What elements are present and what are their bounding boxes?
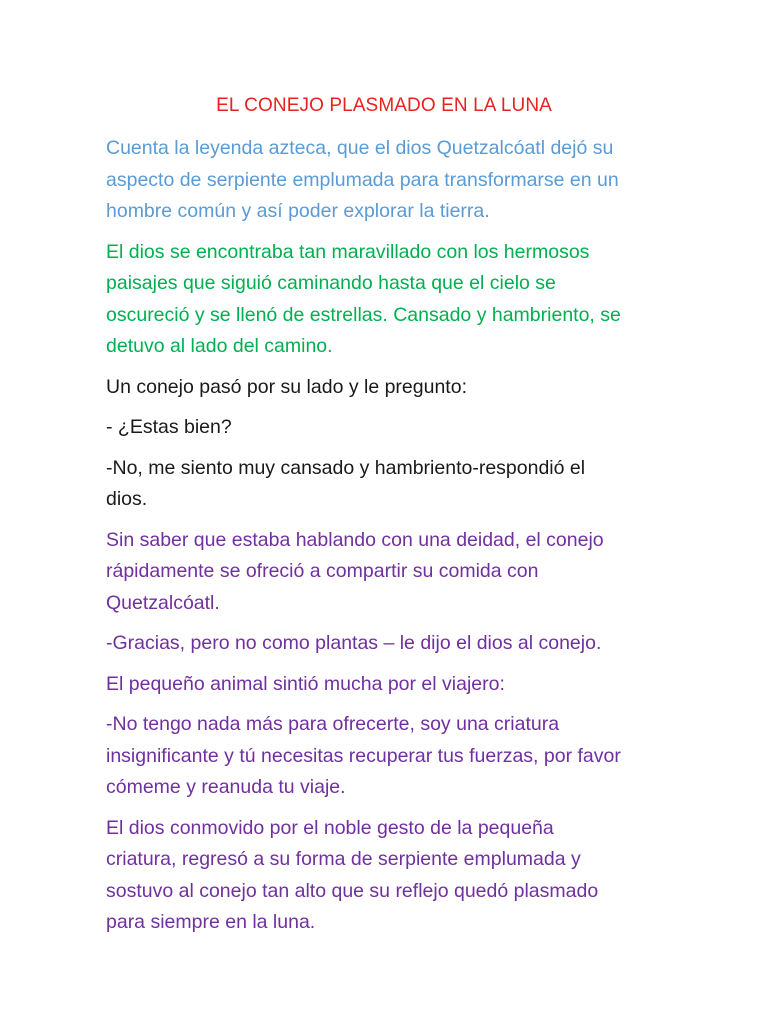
paragraph-line: insignificante y tú necesitas recuperar tus fuerzas, por favor — [106, 744, 621, 767]
paragraph-line: El pequeño animal sintió mucha por el viajero: — [106, 672, 505, 695]
document-body — [106, 133, 666, 948]
paragraph-line: detuvo al lado del camino. — [106, 335, 333, 357]
story-paragraph — [106, 525, 666, 620]
paragraph-line: El dios se encontraba tan maravillado con los hermosos — [106, 240, 590, 263]
paragraph-line: -No tengo nada más para ofrecerte, soy una criatura — [106, 713, 560, 735]
paragraph-line: Quetzalcóatl. — [106, 591, 220, 614]
paragraph-line: Sin saber que estaba hablando con una deidad, el conejo — [106, 528, 604, 551]
paragraph-line: aspecto de serpiente emplumada para transformarse en un — [106, 168, 619, 191]
story-paragraph — [106, 372, 666, 404]
story-paragraph — [106, 453, 666, 516]
paragraph-line: -Gracias, pero no como plantas – le dijo el dios al conejo. — [106, 632, 602, 654]
story-paragraph — [106, 669, 666, 701]
story-paragraph — [106, 237, 666, 363]
story-paragraph — [106, 412, 666, 444]
paragraph-line: oscureció y se llenó de estrellas. Cansado y hambriento, se — [106, 303, 621, 326]
paragraph-line: Un conejo pasó por su lado y le pregunto: — [106, 375, 467, 398]
paragraph-line: dios. — [106, 488, 148, 510]
story-paragraph — [106, 133, 666, 228]
story-paragraph — [106, 709, 666, 804]
document-title: EL CONEJO PLASMADO EN LA LUNA — [216, 95, 552, 116]
paragraph-line: - ¿Estas bien? — [106, 416, 232, 438]
paragraph-line: criatura, regresó a su forma de serpiente emplumada y — [106, 848, 581, 870]
paragraph-line: rápidamente se ofreció a compartir su comida con — [106, 560, 539, 582]
paragraph-line: sostuvo al conejo tan alto que su reflejo quedó plasmado — [106, 879, 599, 902]
paragraph-line: hombre común y así poder explorar la tierra. — [106, 200, 490, 222]
paragraph-line: El dios conmovido por el noble gesto de la pequeña — [106, 816, 554, 839]
paragraph-line: cómeme y reanuda tu viaje. — [106, 776, 346, 798]
story-paragraph — [106, 628, 666, 660]
story-paragraph — [106, 813, 666, 939]
paragraph-line: Cuenta la leyenda azteca, que el dios Quetzalcóatl dejó su — [106, 137, 614, 159]
paragraph-line: -No, me siento muy cansado y hambriento-respondió el — [106, 456, 586, 479]
paragraph-line: paisajes que siguió caminando hasta que el cielo se — [106, 272, 556, 294]
paragraph-line: para siempre en la luna. — [106, 911, 316, 933]
